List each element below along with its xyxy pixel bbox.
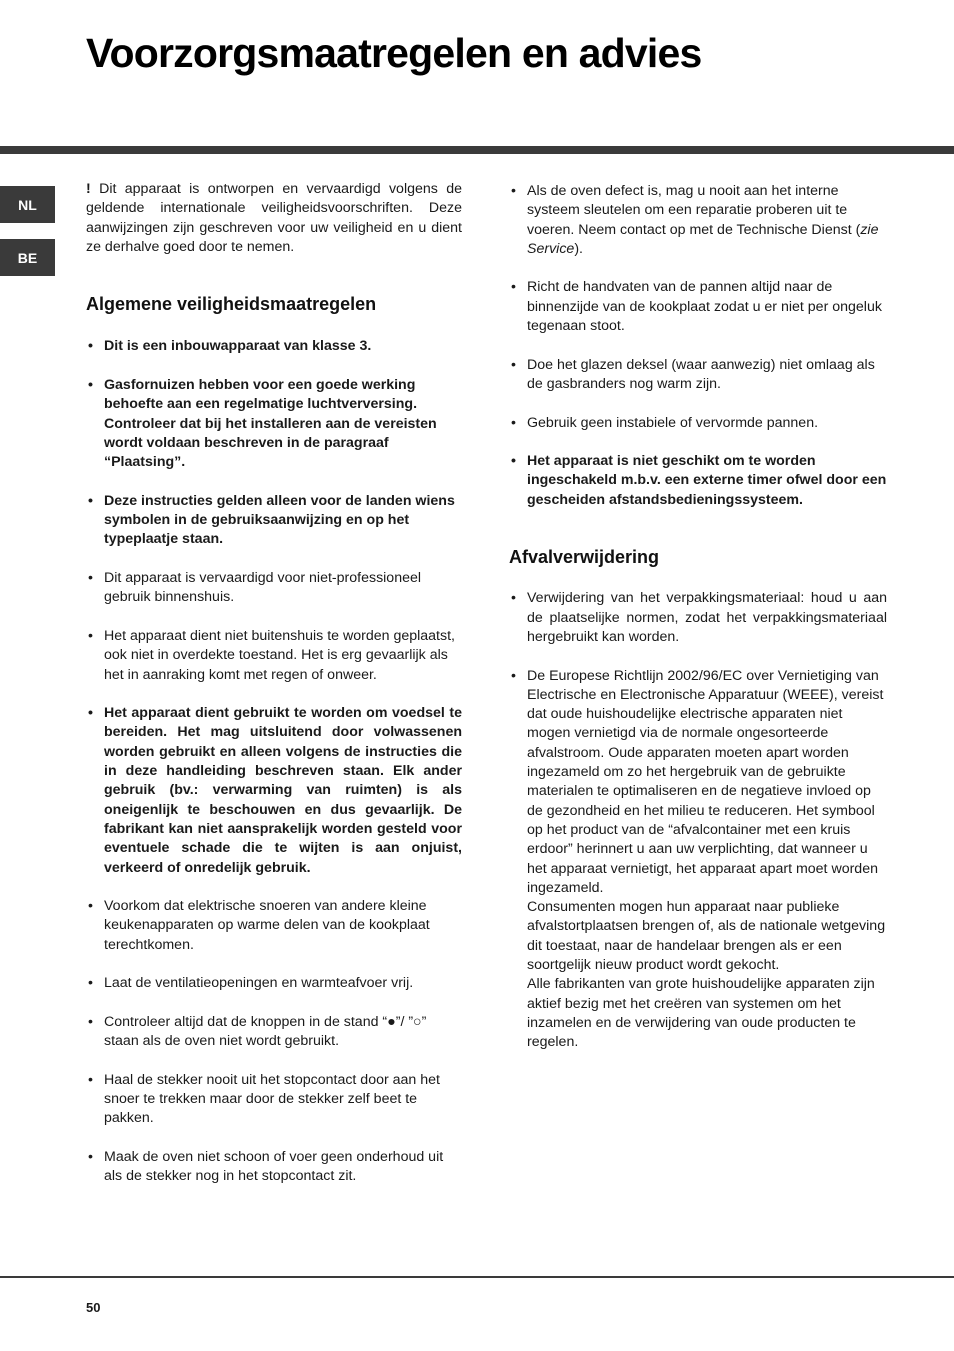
service-reference: zie Service [527,221,879,257]
list-item [509,667,887,1053]
disposal-list [509,589,887,1052]
list-item: • Doe het glazen deksel (waar aanwezig) niet omlaag als de gasbranders nog warm zijn. [509,356,887,395]
manufacturer-paragraph: Alle fabrikanten van grote huishoudelijke apparaten zijn aktief bezig met het creëren van systemen om het inzamelen en de verwijdering van oude producten te regelen. [527,976,875,1051]
service-text: Als de oven defect is, mag u nooit aan het interne systeem sleutelen om een reparatie proberen uit te voeren. Neem contact op met de Technische Dienst ( [527,183,861,238]
right-column [509,182,887,1052]
list-item: • Gebruik geen instabiele of vervormde pannen. [509,414,887,433]
list-item: • Haal de stekker nooit uit het stopcontact door aan het snoer te trekken maar door de stekker zelf beet te pakken. [86,1071,462,1129]
list-item: • Controleer altijd dat de knoppen in de stand “●”/ ”○” staan als de oven niet wordt gebruikt. [86,1013,462,1052]
lang-tab-nl: NL [0,186,55,223]
section-heading-disposal: Afvalverwijdering [509,547,660,568]
list-item: • Deze instructies gelden alleen voor de landen wiens symbolen in de gebruiksaanwijzing en op het typeplaatje staan. [86,492,462,550]
weee-paragraph: • De Europese Richtlijn 2002/96/EC over Vernietiging van Electrische en Electronische Apparatuur (WEEE), vereist dat oude huishoudelijke electrische apparaten niet mogen vernietigd via de normale ongesorteerde afvalstroom. Oude apparaten moeten apart worden ingezameld om zo het hergebruik van de gebruikte materialen te optimaliseren en de negatieve invloed op de gezondheid en het milieu te reduceren. Het symbool op het product van de “afvalcontainer met een kruis erdoor” herinnert u aan uw verplichting, dat wanneer u het apparaat vernietigt, het apparaat apart moet worden ingezameld. [527,667,884,896]
list-item: • Gasfornuizen hebben voor een goede werking behoefte aan een regelmatige luchtverversing. Controleer dat bij het installeren aan de vereisten wordt voldaan beschreven in de paragraaf “Plaatsing”. [86,376,462,472]
page-number: 50 [86,1300,101,1315]
list-item: • Het apparaat dient niet buitenshuis te worden geplaatst, ook niet in overdekte toestand. Het is erg gevaarlijk als het in aanraking komt met regen of onweer. [86,627,462,685]
warning-mark: ! [86,181,91,197]
list-item: • Het apparaat is niet geschikt om te worden ingeschakeld m.b.v. een externe timer ofwel door een gescheiden afstandsbedieningssysteem. [509,452,887,510]
list-item: • Richt de handvaten van de pannen altijd naar de binnenzijde van de kookplaat zodat u er niet per ongeluk tegenaan stoot. [509,278,887,336]
safety-list-continued [509,182,887,510]
section-heading-safety: Algemene veiligheidsmaatregelen [86,294,377,315]
header-divider [0,146,954,154]
list-item: • Dit apparaat is vervaardigd voor niet-professioneel gebruik binnenshuis. [86,569,462,608]
list-item: • Laat de ventilatieopeningen en warmteafvoer vrij. [86,974,462,993]
list-item: • Voorkom dat elektrische snoeren van andere kleine keukenapparaten op warme delen van de kookplaat terechtkomen. [86,897,462,955]
footer-divider [0,1276,954,1278]
list-item: • Dit is een inbouwapparaat van klasse 3. [86,337,462,356]
intro-paragraph [86,180,462,257]
list-item: • Het apparaat dient gebruikt te worden om voedsel te bereiden. Het mag uitsluitend door volwassenen worden gebruikt en alleen volgens de instructies die in deze handleiding beschreven staan. Elk ander gebruik (bv.: verwarming van ruimten) is als oneigenlijk te beschouwen en dus gevaarlijk. De fabrikant kan niet aansprakelijk worden gesteld voor eventuele schade die te wijten is aan onjuist, verkeerd of onredelijk gebruik. [86,704,462,878]
service-close: ). [574,240,583,257]
consumer-paragraph: Consumenten mogen hun apparaat naar publieke afvalstortplaatsen brengen of, als de nationale wetgeving dit toestaat, naar de handelaar brengen als er een soortgelijk nieuw product wordt gekocht. [527,899,886,973]
list-item: • Verwijdering van het verpakkingsmateriaal: houd u aan de plaatselijke normen, zodat het verpakkingsmateriaal hergebruikt kan worden. [509,589,887,647]
left-column [86,180,462,1206]
lang-tab-be: BE [0,239,55,276]
list-item: • Maak de oven niet schoon of voer geen onderhoud uit als de stekker nog in het stopcontact zit. [86,1148,462,1187]
list-item [509,182,887,259]
page-title: Voorzorgsmaatregelen en advies [86,30,702,76]
safety-list [86,337,462,1186]
intro-text: Dit apparaat is ontworpen en vervaardigd volgens de geldende internationale veiligheidsvoorschriften. Deze aanwijzingen zijn geschreven voor uw veiligheid en u dient ze derhalve goed door te nemen. [86,181,462,255]
